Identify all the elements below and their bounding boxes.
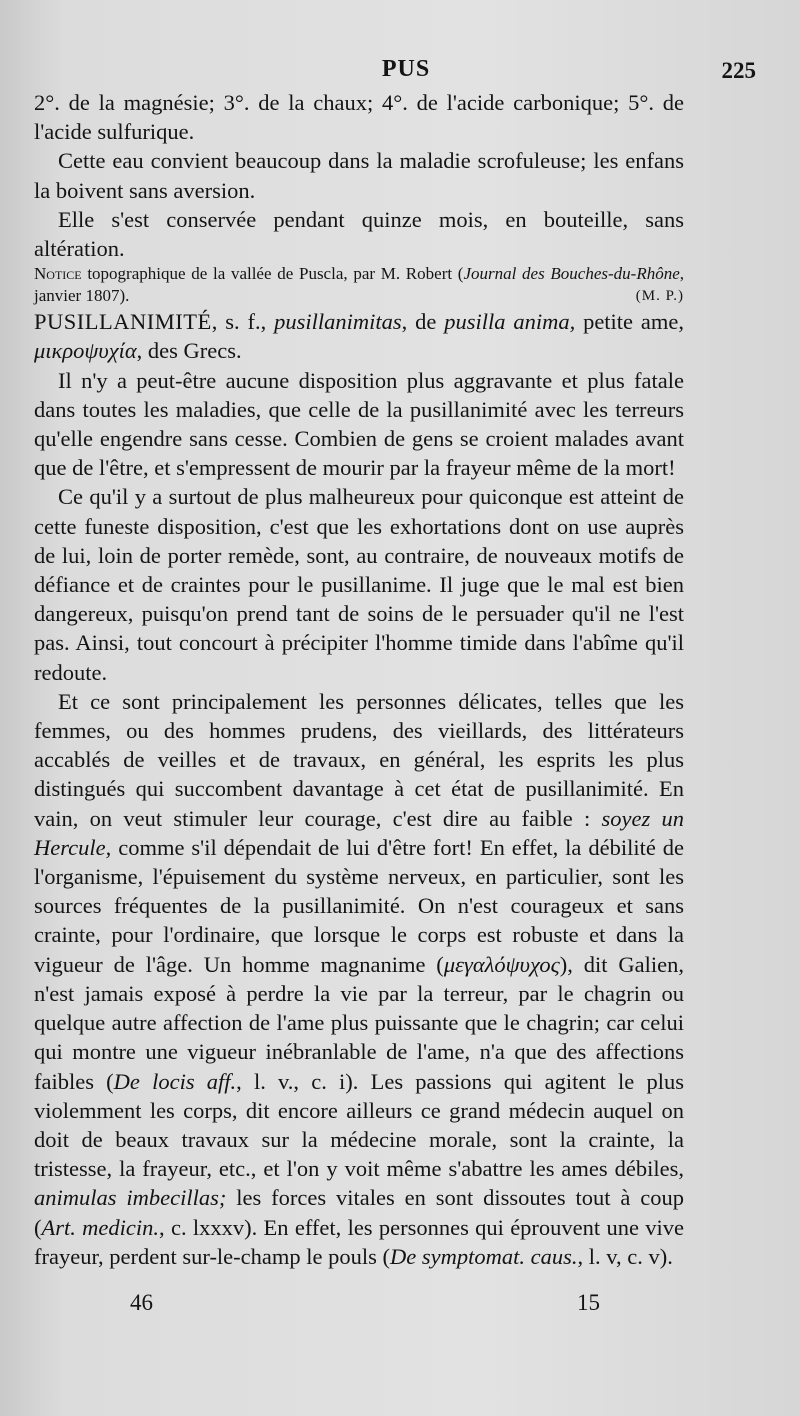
- paragraph-exhortations: Ce qu'il y a surtout de plus malheureux pour quiconque est atteint de cette funeste disposition, c'est que les exhortations dont on use auprès de lui, loin de porter remède, sont, au contraire, de nouveaux motifs de défiance et de craintes pour le pusillanime. Il juge que le mal est bien dangereux, puisqu'on prend tant de soins de le persuader qu'il ne l'est pas. Ainsi, tout concourt à précipiter l'homme timide dans l'abîme qu'il redoute.: [34, 484, 684, 685]
- entry-greek: μικροψυχία: [34, 338, 137, 364]
- citation-art-medicin: Art. medicin.: [41, 1214, 160, 1240]
- entry-definition: [34, 307, 684, 365]
- page-body: [34, 88, 684, 1271]
- paragraph-scrofula: Cette eau convient beaucoup dans la maladie scrofuleuse; les enfans la boivent sans aversion.: [34, 148, 684, 203]
- text-run: , l. v., c. i). Les passions qui agitent le plus violemment les corps, dit encore ailleurs ce grand médecin auquel on doit de beaux travaux sur la médecine morale, sont la crainte, la tristesse, la frayeur, etc., et l'on y voit même s'abattre les ames débiles,: [34, 1068, 684, 1182]
- entry-headword: PUSILLANIMITÉ: [34, 309, 212, 335]
- entry-de: , de: [401, 309, 445, 335]
- note-date: , janvier 1807).: [34, 264, 685, 306]
- bibliographic-note: [34, 263, 684, 307]
- note-journal: Journal des Bouches-du-Rhône: [463, 264, 680, 284]
- text-run: , l. v, c. v).: [577, 1243, 673, 1269]
- italic-animulas: animulas imbecillas;: [34, 1185, 227, 1211]
- signature-mark-right: 15: [577, 1290, 600, 1315]
- note-text: topographique de la vallée de Puscla, par M. Robert (: [81, 264, 464, 284]
- entry-rest: petite ame,: [575, 309, 685, 335]
- signature-mark-left: 46: [130, 1290, 153, 1315]
- entry-latin: pusillanimitas: [274, 309, 402, 335]
- text-run: ), dit Galien, n'est jamais exposé à perdre la vie par la terreur, par le chagrin ou quelque autre affection de l'ame plus puissante que le chagrin; car celui qui montre une vigueur inébranlable de l'ame, n'a que des affections faibles (: [34, 951, 684, 1094]
- note-signature: (M. P.): [635, 288, 684, 305]
- text-run: les forces vitales en sont dissoutes tout à coup (: [34, 1185, 685, 1240]
- text-run: comme s'il dépendait de lui d'être fort! En effet, la débilité de l'organisme, l'épuisement du système nerveux, en particulier, sont les sources fréquentes de la pusillanimité. On n'est courageux et sans crainte, pour l'ordinaire, que lorsque le corps est robuste et dans la vigueur de l'âge. Un homme magnanime (: [34, 834, 684, 977]
- paragraph-galien: [34, 687, 684, 1271]
- italic-hercule: soyez un Hercule,: [34, 805, 684, 860]
- page-number: 225: [721, 58, 756, 83]
- page-footer: [130, 1290, 600, 1320]
- paragraph-mineral-list: 2°. de la magnésie; 3°. de la chaux; 4°. de l'acide carbonique; 5°. de l'acide sulfurique.: [34, 90, 684, 145]
- page-header: [56, 56, 756, 90]
- text-run: , c. lxxxv). En effet, les personnes qui éprouvent une vive frayeur, perdent sur-le-champ le pouls (: [34, 1214, 684, 1269]
- entry-end: , des Grecs.: [136, 338, 242, 364]
- paragraph-aggravating: Il n'y a peut-être aucune disposition plus aggravante et plus fatale dans toutes les maladies, que celle de la pusillanimité avec les terreurs qu'elle engendre sans cesse. Combien de gens se croient malades avant que de l'être, et s'empressent de mourir par la frayeur même de la mort!: [34, 367, 684, 481]
- entry-grammar: , s. f.,: [211, 309, 275, 335]
- running-head: PUS: [381, 56, 431, 82]
- paragraph-conservation: Elle s'est conservée pendant quinze mois, en bouteille, sans altération.: [34, 206, 684, 262]
- text-run: Et ce sont principalement les personnes délicates, telles que les femmes, ou des hommes prudens, des vieillards, des littérateurs accablés de veilles et de travaux, en général, les esprits les plus distingués qui succombent davantage à cet état de pusillanimité. En vain, on veut stimuler leur courage, c'est dire au faible :: [34, 688, 684, 831]
- entry-latin-2: pusilla anima,: [444, 309, 576, 335]
- citation-de-symptomat: De symptomat. caus.: [390, 1243, 578, 1269]
- citation-de-locis: De locis aff.: [113, 1068, 237, 1094]
- note-lead: Notice: [34, 264, 82, 284]
- greek-megalopsychos: μεγαλόψυχος: [443, 951, 560, 977]
